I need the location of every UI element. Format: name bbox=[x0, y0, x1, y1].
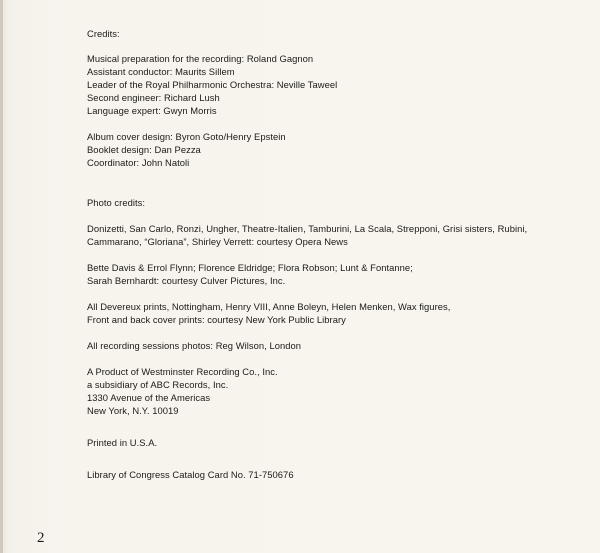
photo-credit-line: Bette Davis & Errol Flynn; Florence Eldridge; Flora Robson; Lunt & Fontanne; bbox=[87, 262, 413, 273]
photo-credit-line: Donizetti, San Carlo, Ronzi, Ungher, Theatre-Italien, Tamburini, La Scala, Strepponi, Grisi sisters, Rubini, bbox=[87, 223, 528, 234]
credit-line: Leader of the Royal Philharmonic Orchestra: Neville Taweel bbox=[87, 79, 338, 90]
culver-credits bbox=[87, 261, 587, 287]
catalog-card-number: Library of Congress Catalog Card No. 71-750676 bbox=[87, 469, 294, 480]
credits-heading: Credits: bbox=[87, 28, 120, 39]
credit-line: Second engineer: Richard Lush bbox=[87, 92, 220, 103]
nypl-credits bbox=[87, 300, 587, 326]
page-edge bbox=[0, 0, 3, 553]
credit-line: Assistant conductor: Maurits Sillem bbox=[87, 66, 235, 77]
page-number: 2 bbox=[37, 530, 45, 546]
sessions-photo-credit: All recording sessions photos: Reg Wilson, London bbox=[87, 340, 302, 351]
credits-text-block bbox=[87, 27, 587, 481]
photo-credits-heading: Photo credits: bbox=[87, 197, 146, 208]
publisher-address bbox=[87, 365, 587, 417]
photo-credit-line: Front and back cover prints: courtesy New York Public Library bbox=[87, 314, 346, 325]
production-credits bbox=[87, 52, 587, 117]
design-credits bbox=[87, 130, 587, 169]
publisher-line: 1330 Avenue of the Americas bbox=[87, 392, 211, 403]
credit-line: Album cover design: Byron Goto/Henry Epstein bbox=[87, 131, 286, 142]
photo-credit-line: All Devereux prints, Nottingham, Henry VIII, Anne Boleyn, Helen Menken, Wax figures, bbox=[87, 301, 451, 312]
credit-line: Language expert: Gwyn Morris bbox=[87, 105, 217, 116]
photo-credit-line: Cammarano, “Gloriana”, Shirley Verrett: courtesy Opera News bbox=[87, 236, 348, 247]
photo-credit-line: Sarah Bernhardt: courtesy Culver Pictures, Inc. bbox=[87, 275, 286, 286]
credit-line: Coordinator: John Natoli bbox=[87, 157, 190, 168]
publisher-line: A Product of Westminster Recording Co., Inc. bbox=[87, 366, 278, 377]
printed-in: Printed in U.S.A. bbox=[87, 437, 158, 448]
publisher-line: a subsidiary of ABC Records, Inc. bbox=[87, 379, 229, 390]
credit-line: Booklet design: Dan Pezza bbox=[87, 144, 201, 155]
opera-news-credits bbox=[87, 222, 587, 248]
publisher-line: New York, N.Y. 10019 bbox=[87, 405, 179, 416]
credit-line: Musical preparation for the recording: Roland Gagnon bbox=[87, 53, 314, 64]
